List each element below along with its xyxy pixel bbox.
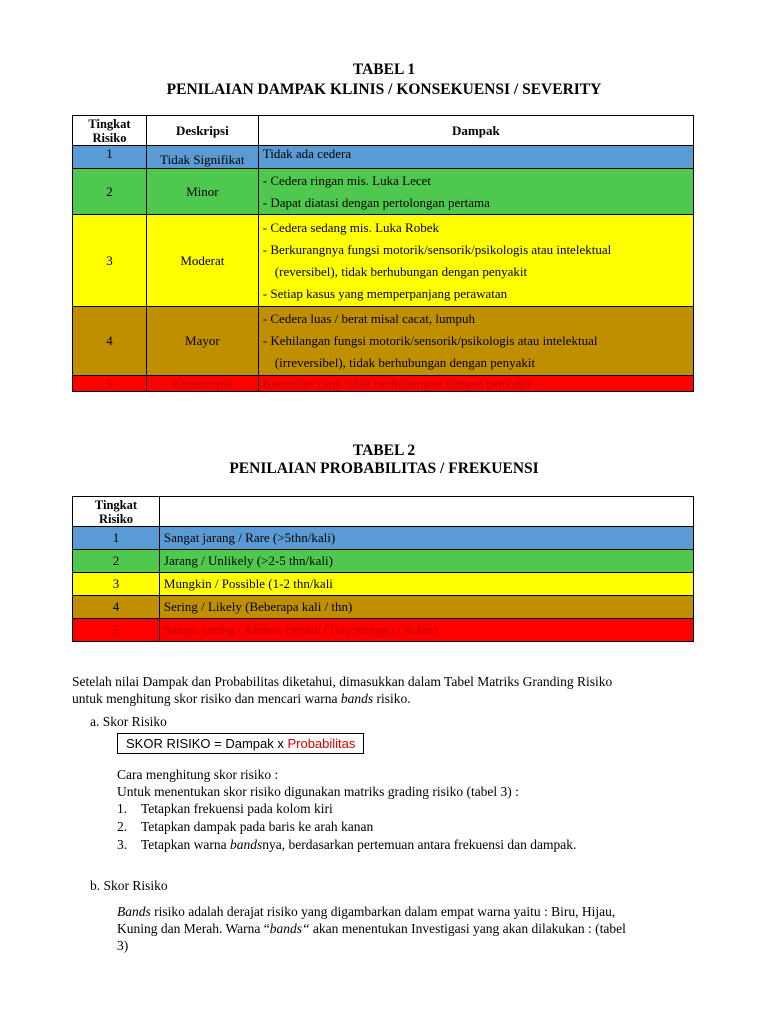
section-a-heading: a. Skor Risiko xyxy=(90,714,167,729)
steps-list xyxy=(117,800,717,854)
step-item xyxy=(117,818,717,836)
bands-em: bands“ xyxy=(269,921,310,936)
table1-subtitle: PENILAIAN DAMPAK KLINIS / KONSEKUENSI / SEVERITY xyxy=(166,81,602,98)
impact-effect-line: - Cedera sedang mis. Luka Robek xyxy=(262,219,439,235)
probability-text: Sangat jarang / Rare (>5thn/kali) xyxy=(159,527,693,550)
probability-level: 2 xyxy=(73,550,160,573)
probability-level: 1 xyxy=(73,527,160,550)
step-bands: bands xyxy=(230,837,263,852)
bands-paragraph xyxy=(117,903,717,954)
probability-level: 4 xyxy=(73,596,160,619)
impact-table-header xyxy=(73,116,694,146)
probability-row-5 xyxy=(73,619,694,642)
intro-bands: bands xyxy=(340,691,374,706)
impact-desc: Minor xyxy=(146,169,258,215)
header-empty xyxy=(159,497,693,527)
impact-effect-line: - Kehilangan fungsi motorik/sensorik/psikologis atau intelektual xyxy=(262,333,598,348)
impact-effect-line: - Dapat diatasi dengan pertolongan pertama xyxy=(262,194,490,210)
table2-subtitle: PENILAIAN PROBABILITAS / FREKUENSI xyxy=(229,460,539,477)
header-deskripsi: Deskripsi xyxy=(146,116,258,146)
bands-text: Kuning dan Merah. Warna “ xyxy=(117,921,270,936)
step-text: Tetapkan frekuensi pada kolom kiri xyxy=(141,801,333,816)
impact-row-5 xyxy=(73,376,694,392)
probability-row-3 xyxy=(73,573,694,596)
header-dampak: Dampak xyxy=(258,116,693,146)
impact-effect: Kematian yang tidak berhubungan dengan penyakit xyxy=(258,376,693,392)
impact-effect xyxy=(258,215,693,307)
table1-title: TABEL 1 xyxy=(352,61,416,78)
section-b-heading: b. Skor Risiko xyxy=(90,878,168,893)
formula-box xyxy=(117,733,364,754)
impact-level: 4 xyxy=(73,307,147,376)
bands-line-1 xyxy=(117,903,717,920)
probability-table xyxy=(72,496,694,642)
step-text: nya, berdasarkan pertemuan antara frekuensi dan dampak. xyxy=(262,837,577,852)
bands-em: Bands xyxy=(117,904,151,919)
impact-level: 2 xyxy=(73,169,147,215)
step-item xyxy=(117,800,717,818)
cara-line: Cara menghitung skor risiko : xyxy=(117,767,279,782)
impact-level: 5 xyxy=(73,376,147,392)
step-item xyxy=(117,836,717,854)
impact-effect-line: - Cedera luas / berat misal cacat, lumpuh xyxy=(262,311,476,326)
table2-title: TABEL 2 xyxy=(352,442,416,459)
probability-row-1 xyxy=(73,527,694,550)
probability-level: 3 xyxy=(73,573,160,596)
impact-effect-line: (irreversibel), tidak berhubungan dengan penyakit xyxy=(274,355,536,370)
probability-text: Sering / Likely (Beberapa kali / thn) xyxy=(159,596,693,619)
impact-desc: Mayor xyxy=(146,307,258,376)
probability-text: Sangat sering / Almost certain (Tiap minggu / bulan) xyxy=(159,619,693,642)
impact-desc: Tidak Signifikat xyxy=(146,146,258,169)
intro-text: untuk menghitung skor risiko dan mencari warna xyxy=(72,691,341,706)
intro-text: risiko. xyxy=(373,691,411,706)
step-number: 3. xyxy=(117,837,128,852)
probability-text: Mungkin / Possible (1-2 thn/kali xyxy=(159,573,693,596)
impact-effect-line: - Berkurangnya fungsi motorik/sensorik/psikologis atau intelektual xyxy=(262,241,612,257)
impact-effect xyxy=(258,169,693,215)
impact-row-1 xyxy=(73,146,694,169)
formula-probabilitas: Probabilitas xyxy=(287,736,356,751)
impact-effect-line: (reversibel), tidak berhubungan dengan penyakit xyxy=(274,263,528,279)
probability-level: 5 xyxy=(73,619,160,642)
impact-level: 1 xyxy=(73,146,147,169)
impact-row-2 xyxy=(73,169,694,215)
impact-effect-line: - Cedera ringan mis. Luka Lecet xyxy=(262,172,432,188)
probability-text: Jarang / Unlikely (>2-5 thn/kali) xyxy=(159,550,693,573)
impact-row-4 xyxy=(73,307,694,376)
calculation-section xyxy=(117,766,717,854)
impact-row-3 xyxy=(73,215,694,307)
impact-table xyxy=(72,115,694,392)
step-number: 1. xyxy=(117,801,128,816)
bands-text: akan menentukan Investigasi yang akan dilakukan : (tabel xyxy=(309,921,626,936)
bands-text: risiko adalah derajat risiko yang digambarkan dalam empat warna yaitu : Biru, Hijau, xyxy=(150,904,616,919)
bands-line-2 xyxy=(117,920,717,937)
header-tingkat-risiko: Tingkat Risiko xyxy=(73,116,147,146)
probability-row-2 xyxy=(73,550,694,573)
header-tingkat-risiko: Tingkat Risiko xyxy=(73,497,160,527)
untuk-line: Untuk menentukan skor risiko digunakan matriks grading risiko (tabel 3) : xyxy=(117,784,519,799)
step-number: 2. xyxy=(117,819,128,834)
impact-effect-line: - Setiap kasus yang memperpanjang perawatan xyxy=(262,285,508,301)
intro-line-1: Setelah nilai Dampak dan Probabilitas diketahui, dimasukkan dalam Tabel Matriks Granding Risiko xyxy=(72,674,613,689)
probability-table-header xyxy=(73,497,694,527)
bands-line-3: 3) xyxy=(117,938,129,953)
probability-row-4 xyxy=(73,596,694,619)
impact-desc: Moderat xyxy=(146,215,258,307)
step-text: Tetapkan dampak pada baris ke arah kanan xyxy=(141,819,374,834)
impact-level: 3 xyxy=(73,215,147,307)
step-text: Tetapkan warna xyxy=(141,837,231,852)
impact-effect: Tidak ada cedera xyxy=(258,146,693,169)
impact-desc: Katastropik xyxy=(146,376,258,392)
formula-text: SKOR RISIKO = Dampak x xyxy=(126,736,288,751)
intro-paragraph xyxy=(72,673,712,707)
intro-line-2 xyxy=(72,690,712,707)
impact-effect xyxy=(258,307,693,376)
